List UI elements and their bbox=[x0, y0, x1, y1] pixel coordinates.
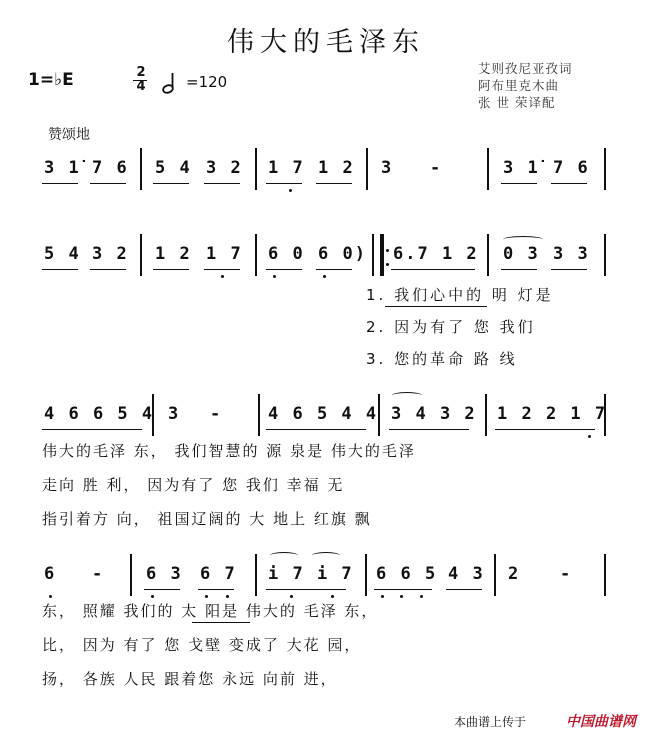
octave-dot bbox=[331, 595, 334, 598]
time-signature-line bbox=[133, 80, 147, 81]
beam bbox=[316, 183, 352, 184]
note-group: - bbox=[210, 404, 223, 424]
note-group: 3 4 3 2 bbox=[391, 404, 477, 424]
octave-dot bbox=[49, 595, 52, 598]
tie-arc bbox=[503, 236, 543, 243]
beam bbox=[153, 183, 189, 184]
note-group: - bbox=[560, 564, 573, 584]
barline bbox=[365, 554, 367, 596]
beam bbox=[204, 183, 240, 184]
note-group: 1 2 2 1 7 bbox=[497, 404, 608, 424]
octave-dot bbox=[323, 275, 326, 278]
time-signature-bottom: 4 bbox=[136, 79, 146, 94]
lyric-underline bbox=[385, 306, 487, 307]
barline bbox=[494, 554, 496, 596]
song-title: 伟大的毛泽东 bbox=[227, 27, 425, 58]
note-group: 3 1̇ bbox=[503, 158, 540, 178]
beam bbox=[501, 269, 537, 270]
barline bbox=[130, 554, 132, 596]
note-group: 1 2 bbox=[318, 158, 355, 178]
half-note-icon bbox=[160, 72, 180, 94]
site-logo[interactable]: 中国曲谱网 bbox=[566, 714, 636, 730]
lyrics-row-4-stanza-1: 东， 照耀 我们的 太 阳是 伟大的 毛泽 东， bbox=[42, 602, 379, 620]
octave-dot bbox=[273, 275, 276, 278]
beam bbox=[90, 269, 126, 270]
repeat-dot bbox=[386, 249, 389, 252]
barline bbox=[604, 554, 606, 596]
barline bbox=[152, 394, 154, 436]
octave-dot bbox=[420, 595, 423, 598]
beam bbox=[446, 589, 482, 590]
note-group: 3 2 bbox=[92, 244, 129, 264]
translator-credit: 张 世 荣译配 bbox=[478, 95, 556, 110]
note-group: 6 7 bbox=[200, 564, 237, 584]
lyrics-row-4-stanza-3: 扬， 各族 人民 跟着您 永远 向前 进， bbox=[42, 670, 338, 688]
barline bbox=[604, 234, 606, 276]
octave-dot bbox=[400, 595, 403, 598]
note-group: 3 bbox=[168, 404, 181, 424]
beam bbox=[316, 269, 352, 270]
credits bbox=[478, 60, 573, 111]
barline bbox=[258, 394, 260, 436]
note-group: 4 3 bbox=[448, 564, 485, 584]
beam bbox=[42, 269, 78, 270]
beam bbox=[153, 269, 189, 270]
beam bbox=[144, 589, 180, 590]
footer-text: 本曲谱上传于 bbox=[454, 715, 527, 729]
beam bbox=[389, 429, 469, 430]
octave-dot bbox=[151, 595, 154, 598]
lyrics-row-3-stanza-3: 指引着方 向， 祖国辽阔的 大 地上 红旗 飘 bbox=[42, 510, 372, 528]
octave-dot bbox=[289, 189, 292, 192]
barline bbox=[366, 148, 368, 190]
beam bbox=[551, 183, 587, 184]
note-group: 7 6 bbox=[92, 158, 129, 178]
barline bbox=[255, 234, 257, 276]
tie-arc bbox=[392, 392, 422, 399]
beam bbox=[501, 183, 537, 184]
note-group: 3 2 bbox=[206, 158, 243, 178]
repeat-dot bbox=[386, 263, 389, 266]
note-group: 3 bbox=[381, 158, 394, 178]
beam bbox=[551, 269, 587, 270]
tie-arc bbox=[312, 552, 340, 559]
beam bbox=[266, 429, 366, 430]
beam bbox=[198, 589, 234, 590]
note-group: i 7 i 7 bbox=[268, 564, 354, 584]
note-group: - bbox=[430, 158, 443, 178]
beam bbox=[42, 183, 78, 184]
barline bbox=[487, 148, 489, 190]
note-group: 5 4 bbox=[44, 244, 81, 264]
beam bbox=[204, 269, 240, 270]
stanza-2-intro: 2. 因为有了 您 我们 bbox=[366, 318, 536, 336]
beam bbox=[374, 589, 432, 590]
tie-arc bbox=[270, 552, 298, 559]
note-group: 1 7 bbox=[268, 158, 305, 178]
note-group: 6.7 1 2 bbox=[393, 244, 479, 264]
barline bbox=[255, 148, 257, 190]
octave-dot bbox=[221, 275, 224, 278]
note-group: 6 3 bbox=[146, 564, 183, 584]
note-group: 5 4 bbox=[155, 158, 192, 178]
barline bbox=[140, 234, 142, 276]
beam bbox=[266, 589, 346, 590]
barline bbox=[604, 148, 606, 190]
lyrics-row-4-stanza-2: 比， 因为 有了 您 戈壁 变成了 大花 园， bbox=[42, 636, 362, 654]
beam bbox=[391, 269, 475, 270]
note-group: 4 6 6 5 4 bbox=[44, 404, 155, 424]
composer-credit: 阿布里克木曲 bbox=[478, 78, 560, 93]
note-group: 1 2 bbox=[155, 244, 192, 264]
note-group: 6 0) bbox=[318, 244, 367, 264]
octave-dot bbox=[205, 595, 208, 598]
octave-dot bbox=[290, 595, 293, 598]
beam bbox=[495, 429, 595, 430]
note-group: 3 1̇ bbox=[44, 158, 81, 178]
note-group: 0 3 bbox=[503, 244, 540, 264]
octave-dot bbox=[226, 595, 229, 598]
note-group: 6 0 bbox=[268, 244, 305, 264]
stanza-3-intro: 3. 您的革命 路 线 bbox=[366, 350, 518, 368]
octave-dot bbox=[588, 435, 591, 438]
note-group: 6 6 5 bbox=[376, 564, 438, 584]
lyricist-credit: 艾则孜尼亚孜词 bbox=[478, 61, 573, 76]
beam bbox=[42, 429, 142, 430]
beam bbox=[266, 269, 302, 270]
note-group: 4 6 5 4 4 bbox=[268, 404, 379, 424]
beam bbox=[266, 183, 302, 184]
barline bbox=[487, 234, 489, 276]
note-group: - bbox=[92, 564, 105, 584]
barline bbox=[378, 394, 380, 436]
note-group: 3 3 bbox=[553, 244, 590, 264]
barline bbox=[604, 394, 606, 436]
barline bbox=[255, 554, 257, 596]
note-group: 1 7 bbox=[206, 244, 243, 264]
tempo-marking: =120 bbox=[186, 73, 228, 91]
octave-dot bbox=[381, 595, 384, 598]
expression-marking: 赞颂地 bbox=[48, 127, 90, 143]
key-signature: 1=♭E bbox=[28, 70, 74, 90]
barline bbox=[140, 148, 142, 190]
stanza-1-intro: 1. 我们心中的 明 灯是 bbox=[366, 286, 554, 304]
beam bbox=[90, 183, 126, 184]
note-group: 6 bbox=[44, 564, 57, 584]
barline bbox=[485, 394, 487, 436]
time-signature-top: 2 bbox=[136, 65, 146, 80]
repeat-start-barline bbox=[372, 234, 384, 276]
lyrics-row-3-stanza-2: 走向 胜 利， 因为有了 您 我们 幸福 无 bbox=[42, 476, 345, 494]
lyrics-row-3-stanza-1: 伟大的毛泽 东， 我们智慧的 源 泉是 伟大的毛泽 bbox=[42, 442, 416, 460]
note-group: 2 bbox=[508, 564, 521, 584]
lyric-underline bbox=[192, 622, 250, 623]
note-group: 7 6 bbox=[553, 158, 590, 178]
